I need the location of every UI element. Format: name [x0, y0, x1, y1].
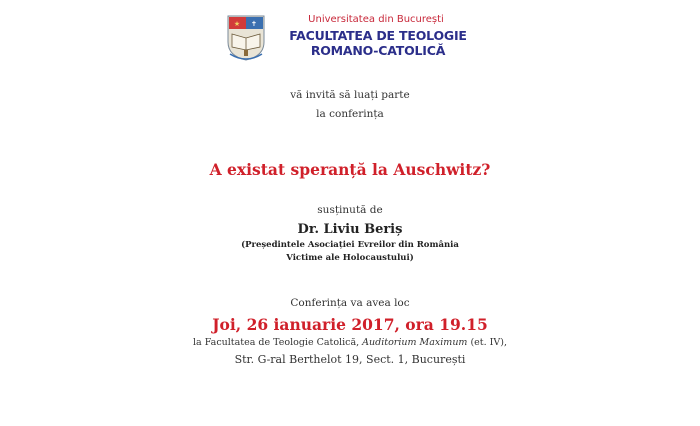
university-name: Universitatea din București: [308, 14, 444, 25]
speaker-affiliation-line1: (Președintele Asociației Evreilor din România: [241, 240, 459, 250]
document-header: [226, 12, 486, 64]
faculty-name-line1: FACULTATEA DE TEOLOGIE: [289, 28, 467, 43]
conference-title: A existat speranță la Auschwitz?: [209, 160, 491, 179]
venue-prefix: la Facultatea de Teologie Catolică,: [192, 337, 363, 348]
speaker-name: Dr. Liviu Beriș: [297, 222, 403, 237]
svg-text:★: ★: [233, 20, 241, 28]
event-datetime: Joi, 26 ianuarie 2017, ora 19.15: [212, 315, 488, 334]
event-intro: Conferința va avea loc: [290, 297, 410, 309]
event-address: Str. G-ral Berthelot 19, Sect. 1, București: [234, 353, 466, 366]
invitation-line2: la conferința: [316, 108, 384, 120]
venue-suffix: (et. IV),: [467, 337, 507, 348]
university-crest-icon: [226, 14, 266, 62]
venue-room: Auditorium Maximum: [362, 337, 468, 348]
speaker-intro: susținută de: [317, 204, 383, 216]
svg-text:✝: ✝: [251, 20, 257, 28]
faculty-name-line2: ROMANO-CATOLICĂ: [310, 43, 446, 58]
event-venue: [0, 337, 700, 348]
speaker-affiliation-line2: Victime ale Holocaustului): [286, 253, 414, 263]
invitation-line1: vă invită să luați parte: [290, 89, 410, 101]
